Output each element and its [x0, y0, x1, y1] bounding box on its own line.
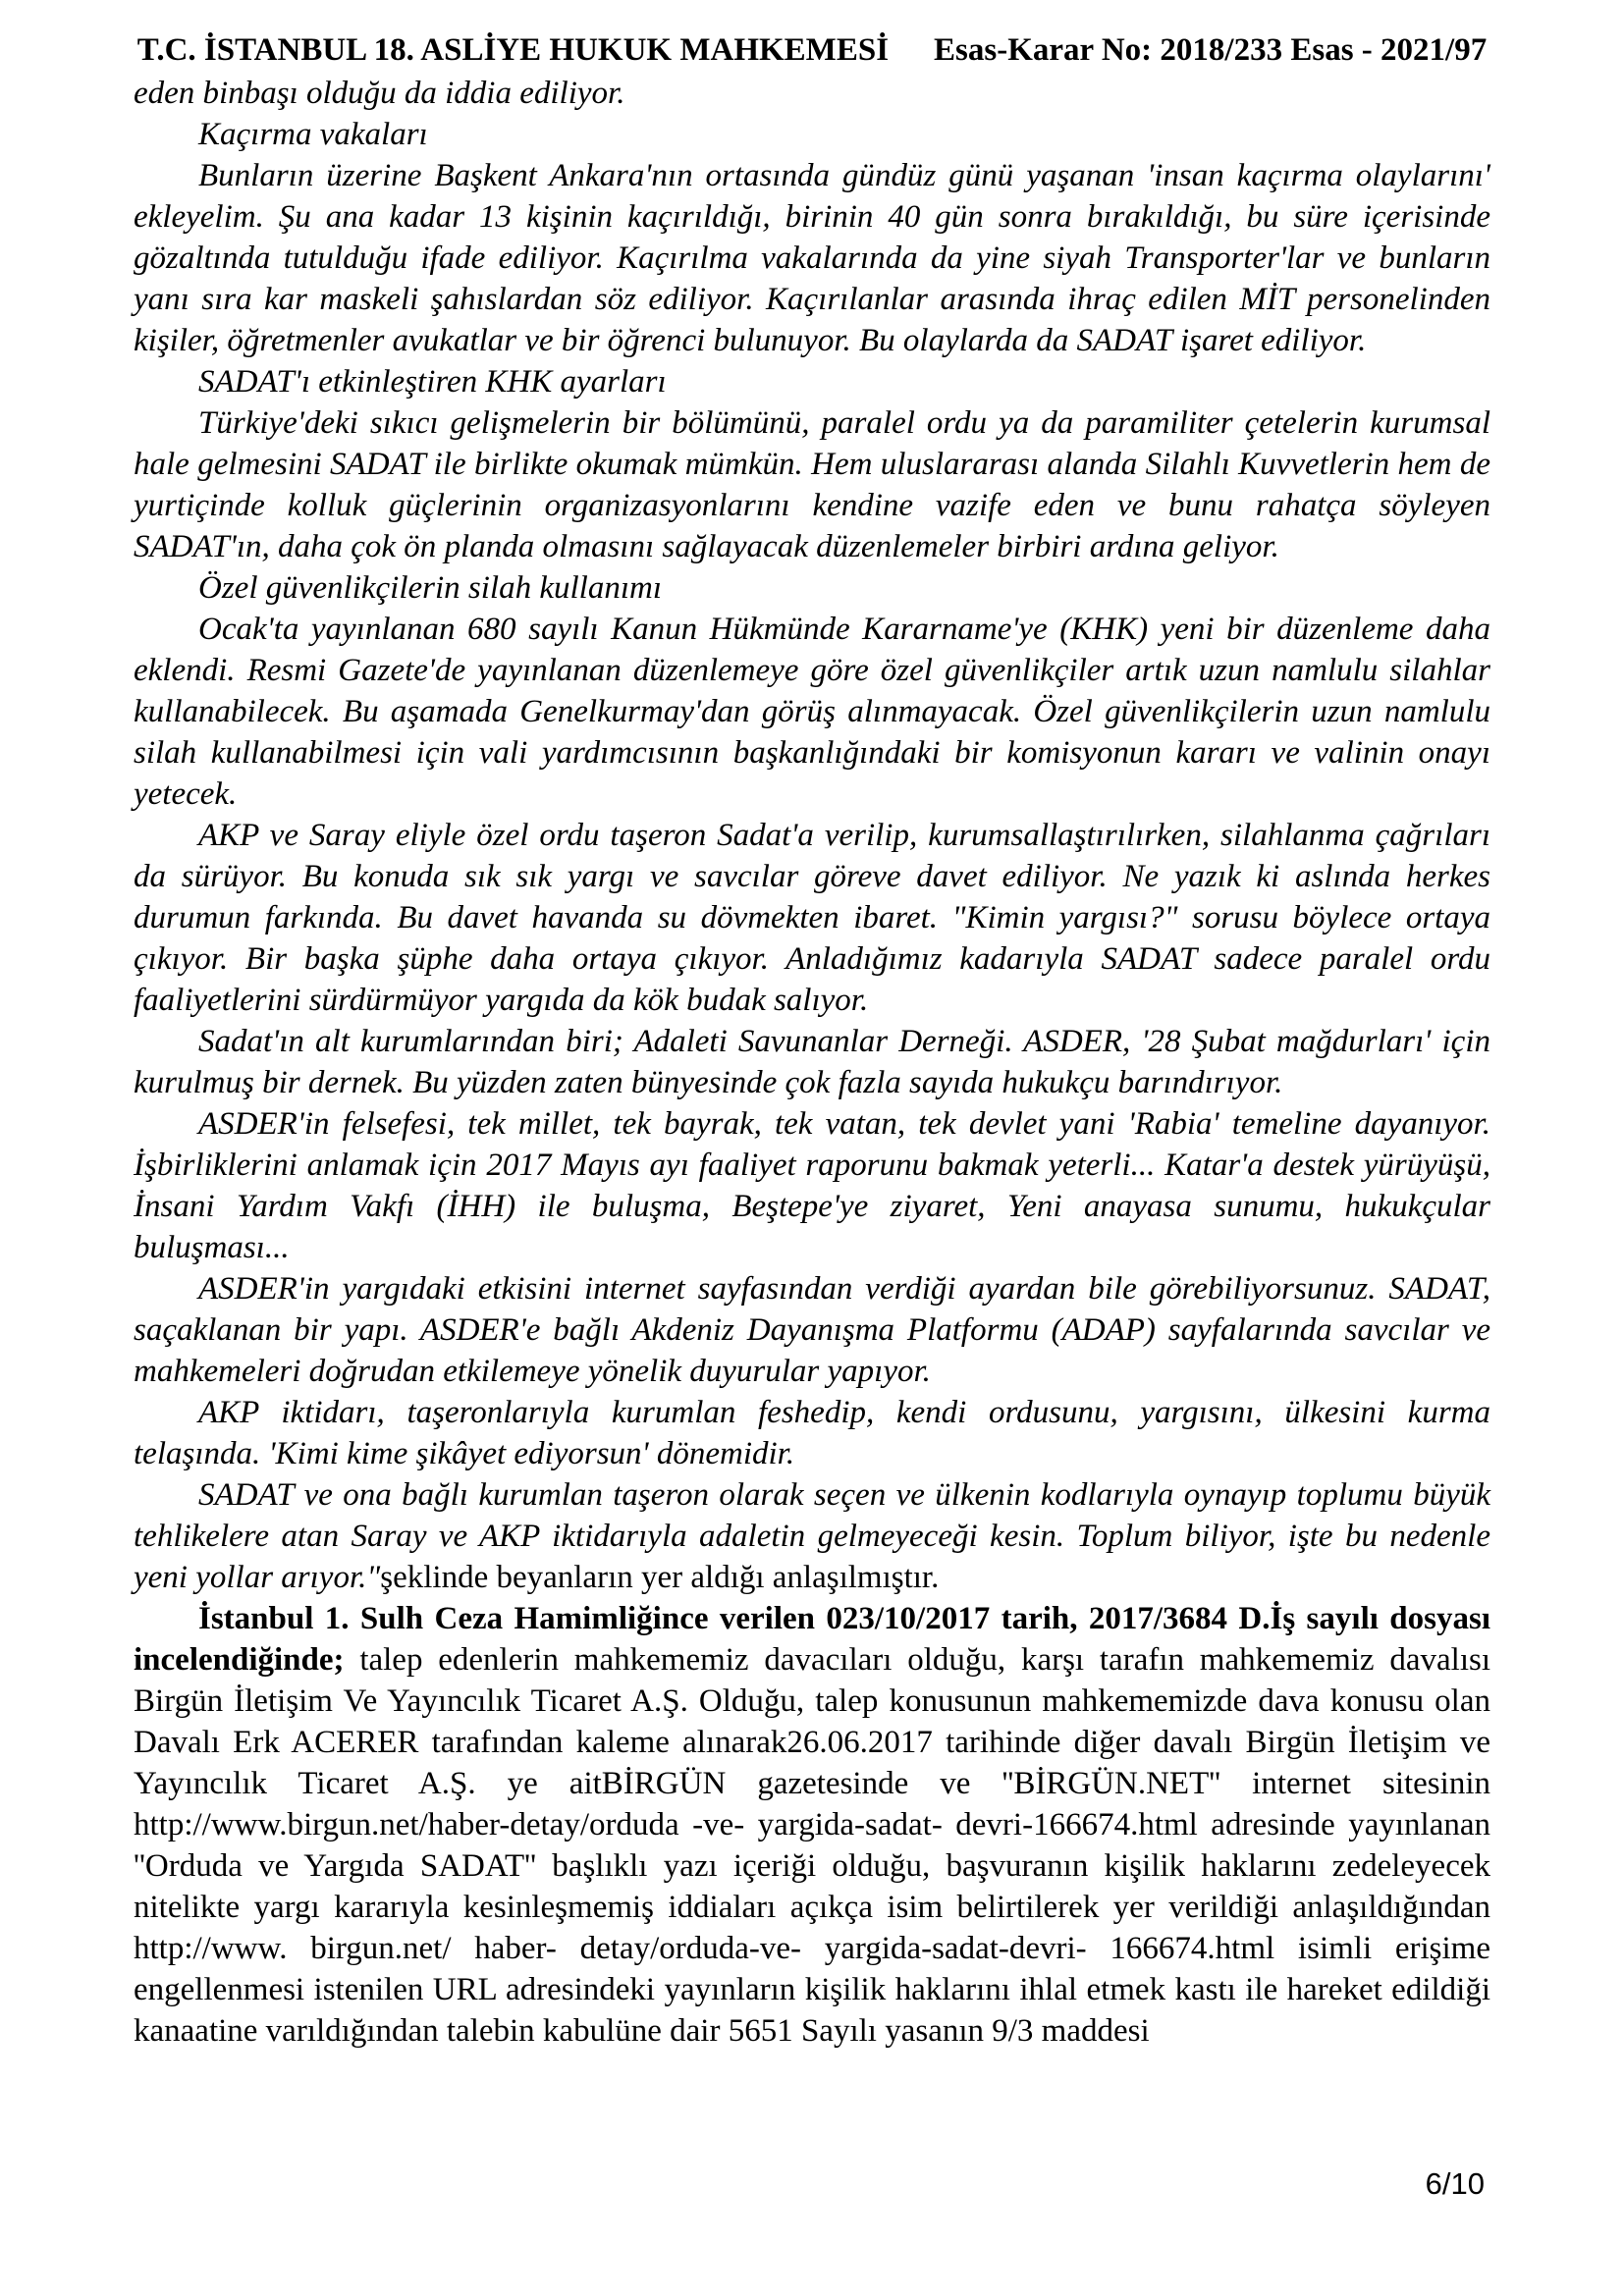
- subheading-khk-ayarlari: SADAT'ı etkinleştiren KHK ayarları: [198, 364, 667, 400]
- paragraph-asder-yargi: ASDER'in yargıdaki etkisini internet sayfasından verdiği ayardan bile görebiliyorsunuz. SADAT, saçaklanan bir yapı. ASDER'e bağlı Akdeniz Dayanışma Platformu (ADAP) sayfalarında savcılar ve mahkemeleri doğrudan etkilemeye yönelik duyurular yapıyor.: [134, 1271, 1490, 1389]
- paragraph-kacirma: Bunların üzerine Başkent Ankara'nın ortasında gündüz günü yaşanan 'insan kaçırma olaylarını' ekleyelim. Şu ana kadar 13 kişinin kaçırıldığı, birinin 40 gün sonra bırakıldığı, bu süre içerisinde gözaltında tutulduğu ifade ediliyor. Kaçırılma vakalarında da yine siyah Transporter'lar ve bunların yanı sıra kar maskeli şahıslardan söz ediliyor. Kaçırılanlar arasında ihraç edilen MİT personelinden kişiler, öğretmenler avukatlar ve bir öğrenci bulunuyor. Bu olaylarda da SADAT işaret ediliyor.: [134, 158, 1490, 358]
- page-number: 6/10: [1425, 2166, 1485, 2201]
- subheading-ozel-guvenlik: Özel güvenlikçilerin silah kullanımı: [198, 570, 662, 606]
- paragraph-asder-felsefe: ASDER'in felsefesi, tek millet, tek bayrak, tek vatan, tek devlet yani 'Rabia' temeline dayanıyor. İşbirliklerini anlamak için 2017 Mayıs ayı faaliyet raporunu bakmak yeterli... Katar'a destek yürüyüşü, İnsani Yardım Vakfı (İHH) ile buluşma, Beştepe'ye ziyaret, Yeni anayasa sunumu, hukukçular buluşması...: [134, 1106, 1490, 1265]
- quote-text: SADAT ve ona bağlı kurumlan taşeron olarak seçen ve ülkenin kodlarıyla oynayıp toplumu büyük tehlikelere atan Saray ve AKP iktidarıyla adaletin gelmeyeceği kesin. Toplum biliyor, işte bu nedenle yeni yollar arıyor.": [134, 1477, 1490, 1595]
- document-header: [134, 29, 1490, 71]
- court-name: T.C. İSTANBUL 18. ASLİYE HUKUK MAHKEMESİ: [136, 32, 890, 68]
- paragraph-ozel-guvenlik: Ocak'ta yayınlanan 680 sayılı Kanun Hükmünde Kararname'ye (KHK) yeni bir düzenleme daha eklendi. Resmi Gazete'de yayınlanan düzenlemeye göre özel güvenlikçiler artık uzun namlulu silahlar kullanabilecek. Bu aşamada Genelkurmay'dan görüş alınmayacak. Özel güvenlikçilerin uzun namlulu silah kullanabilmesi için vali yardımcısının başkanlığındaki bir komisyonun kararı ve valinin onayı yetecek.: [134, 612, 1490, 812]
- quote-closing-clause: şeklinde beyanların yer aldığı anlaşılmıştır.: [380, 1560, 940, 1595]
- paragraph-akp-saray: AKP ve Saray eliyle özel ordu taşeron Sadat'a verilip, kurumsallaştırılırken, silahlanma çağrıları da sürüyor. Bu konuda sık sık yargı ve savcılar göreve davet ediliyor. Ne yazık ki aslında herkes durumun farkında. Bu davet havanda su dövmekten ibaret. "Kimin yargısı?" sorusu böylece ortaya çıkıyor. Bir başka şüphe daha ortaya çıkıyor. Anladığımız kadarıyla SADAT sadece paralel ordu faaliyetlerini sürdürmüyor yargıda da kök budak salıyor.: [134, 818, 1490, 1018]
- paragraph-continuation: eden binbaşı olduğu da iddia ediliyor.: [134, 76, 625, 111]
- paragraph-asder-intro: Sadat'ın alt kurumlarından biri; Adaleti Savunanlar Derneği. ASDER, '28 Şubat mağdurları' için kurulmuş bir dernek. Bu yüzden zaten bünyesinde çok fazla sayıda hukukçu barındırıyor.: [134, 1024, 1490, 1100]
- paragraph-quote-end: [134, 1474, 1490, 1598]
- paragraph-akp-iktidari: AKP iktidarı, taşeronlarıyla kurumlan feshedip, kendi ordusunu, yargısını, ülkesini kurma telaşında. 'Kimi kime şikâyet ediyorsun' dönemidir.: [134, 1395, 1490, 1471]
- case-reference-bold: İstanbul 1. Sulh Ceza Hamimliğince verilen 023/10/2017 tarih, 2017/3684 D.İş sayılı dosyası incelendiğinde;: [134, 1601, 1490, 1678]
- paragraph-sulh-ceza: [134, 1598, 1490, 2052]
- subheading-kacirma-vakalari: Kaçırma vakaları: [198, 117, 428, 152]
- case-reference-body: talep edenlerin mahkememiz davacıları olduğu, karşı tarafın mahkememiz davalısı Birgün İletişim Ve Yayıncılık Ticaret A.Ş. Olduğu, talep konusunun mahkememizde dava konusu olan Davalı Erk ACERER tarafından kaleme alınarak26.06.2017 tarihinde diğer davalı Birgün İletişim ve Yayıncılık Ticaret A.Ş. ye aitBİRGÜN gazetesinde ve ''BİRGÜN.NET'' internet sitesinin http://www.birgun.net/haber-detay/orduda -ve- yargida-sadat- devri-166674.html adresinde yayınlanan ''Orduda ve Yargıda SADAT'' başlıklı yazı içeriği olduğu, başvuranın kişilik haklarını zedeleyecek nitelikte yargı kararıyla kesinleşmemiş iddiaları açıkça isim belirtilerek yer verildiği anlaşıldığından http://www. birgun.net/ haber- detay/orduda-ve- yargida-sadat-devri- 166674.html isimli erişime engellenmesi istenilen URL adresindeki yayınların kişilik haklarını ihlal etmek kastı ile hareket edildiği kanaatine varıldığından talebin kabulüne dair 5651 Sayılı yasanın 9/3 maddesi: [134, 1642, 1490, 2049]
- paragraph-khk: Türkiye'deki sıkıcı gelişmelerin bir bölümünü, paralel ordu ya da paramiliter çetelerin kurumsal hale gelmesini SADAT ile birlikte okumak mümkün. Hem uluslararası alanda Silahlı Kuvvetlerin hem de yurtiçinde kolluk güçlerinin organizasyonlarını kendine vazife eden ve bunu rahatça söyleyen SADAT'ın, daha çok ön planda olmasını sağlayacak düzenlemeler birbiri ardına geliyor.: [134, 405, 1490, 564]
- case-number: Esas-Karar No: 2018/233 Esas - 2021/97: [934, 32, 1488, 68]
